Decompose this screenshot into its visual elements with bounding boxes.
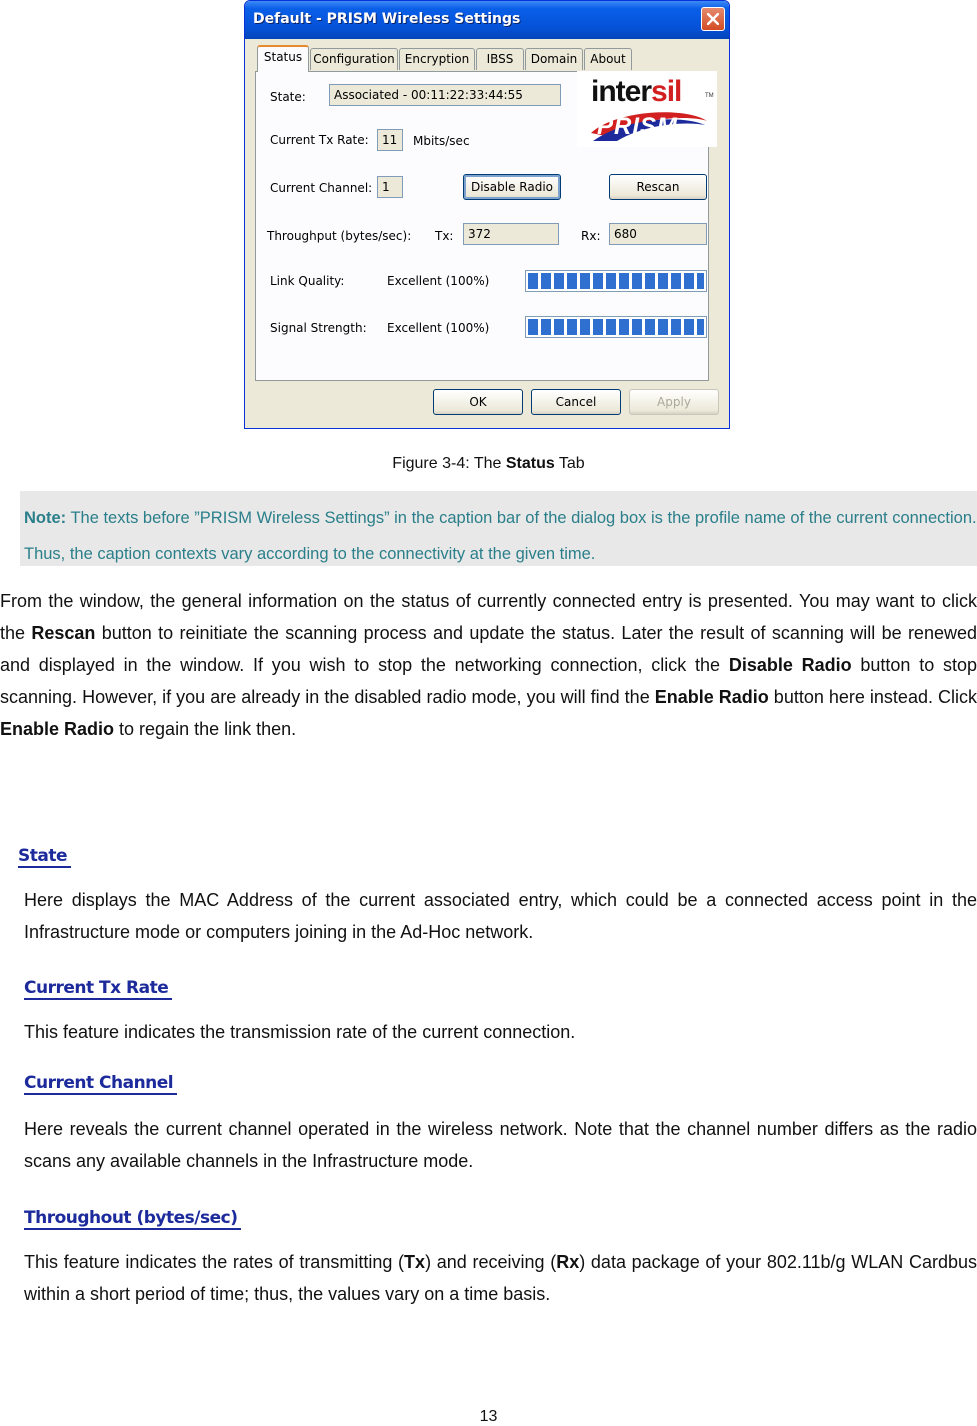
disable-radio-button[interactable]: Disable Radio [463,174,561,200]
page-number: 13 [479,1408,498,1425]
signal-strength-bar [525,316,707,338]
throughput-label: Throughput (bytes/sec): [267,229,412,243]
tx-rate-field: 11 [377,129,403,151]
title-bar[interactable] [245,1,729,39]
tx-rate-paragraph: This feature indicates the transmission rate of the current connection. [24,1022,576,1042]
close-button[interactable] [701,7,725,31]
tab-about[interactable]: About [584,48,632,70]
link-quality-value: Excellent (100%) [387,274,490,288]
note-box [20,491,977,566]
tab-status[interactable]: Status [257,45,309,72]
channel-label: Current Channel: [270,181,373,195]
throughput-heading: Throughout (bytes/sec) [24,1208,241,1230]
ok-button[interactable]: OK [433,389,523,415]
vendor-logo: intersil TM PRISM [577,71,717,147]
note-text: The texts before ”PRISM Wireless Settings” in the caption bar of the dialog box is the profile name of the current connection. Thus, the caption contexts vary according to the connectivity at the given time. [24,509,977,563]
link-quality-label: Link Quality: [270,274,345,288]
figure-caption: Figure 3-4: The Status Tab [392,455,585,472]
state-field: Associated - 00:11:22:33:44:55 [329,84,561,106]
tab-domain[interactable]: Domain [525,48,583,70]
state-label: State: [270,90,306,104]
state-heading: State [18,846,71,868]
tx-rate-label: Current Tx Rate: [270,133,369,147]
tab-configuration[interactable]: Configuration [310,48,398,70]
cancel-button[interactable]: Cancel [531,389,621,415]
prism-settings-dialog [244,0,730,429]
tx-label: Tx: [435,229,454,243]
rescan-button[interactable]: Rescan [609,174,707,200]
state-paragraph: Here displays the MAC Address of the current associated entry, which could be a connected access point in the Infrastructure mode or computers joining in the Ad-Hoc network. [24,890,977,942]
channel-heading: Current Channel [24,1073,177,1095]
tab-ibss[interactable]: IBSS [476,48,524,70]
dialog-title: Default - PRISM Wireless Settings [253,11,521,27]
intro-paragraph: From the window, the general information on the status of currently connected entry is presented. You may want to click the Rescan button to reinitiate the scanning process and update the status. Later the result of scanning will be renewed and displayed in the window. If you wish to stop the networking connection, click the Disable Radio button to stop scanning. However, if you are already in the disabled radio mode, you will find the Enable Radio button here instead. Click Enable Radio to regain the link then. [0,591,977,739]
rx-label: Rx: [581,229,601,243]
signal-strength-label: Signal Strength: [270,321,367,335]
channel-paragraph: Here reveals the current channel operated in the wireless network. Note that the channel number differs as the radio scans any available channels in the Infrastructure mode. [24,1119,977,1171]
link-quality-fill [528,273,704,289]
apply-button[interactable]: Apply [629,389,719,415]
close-icon [707,13,719,25]
channel-field: 1 [377,176,403,198]
intersil-logo: intersil [591,75,682,108]
rx-field: 680 [609,223,707,245]
tx-rate-unit: Mbits/sec [413,134,470,148]
link-quality-bar [525,270,707,292]
tab-encryption[interactable]: Encryption [399,48,475,70]
note-label: Note: [24,509,67,527]
prism-logo: PRISM [597,113,679,140]
signal-strength-fill [528,319,704,335]
tx-field: 372 [463,223,559,245]
tx-rate-heading: Current Tx Rate [24,978,172,1000]
signal-strength-value: Excellent (100%) [387,321,490,335]
throughput-paragraph: This feature indicates the rates of transmitting (Tx) and receiving (Rx) data package of your 802.11b/g WLAN Cardbus within a short period of time; thus, the values vary on a time basis. [24,1252,977,1304]
